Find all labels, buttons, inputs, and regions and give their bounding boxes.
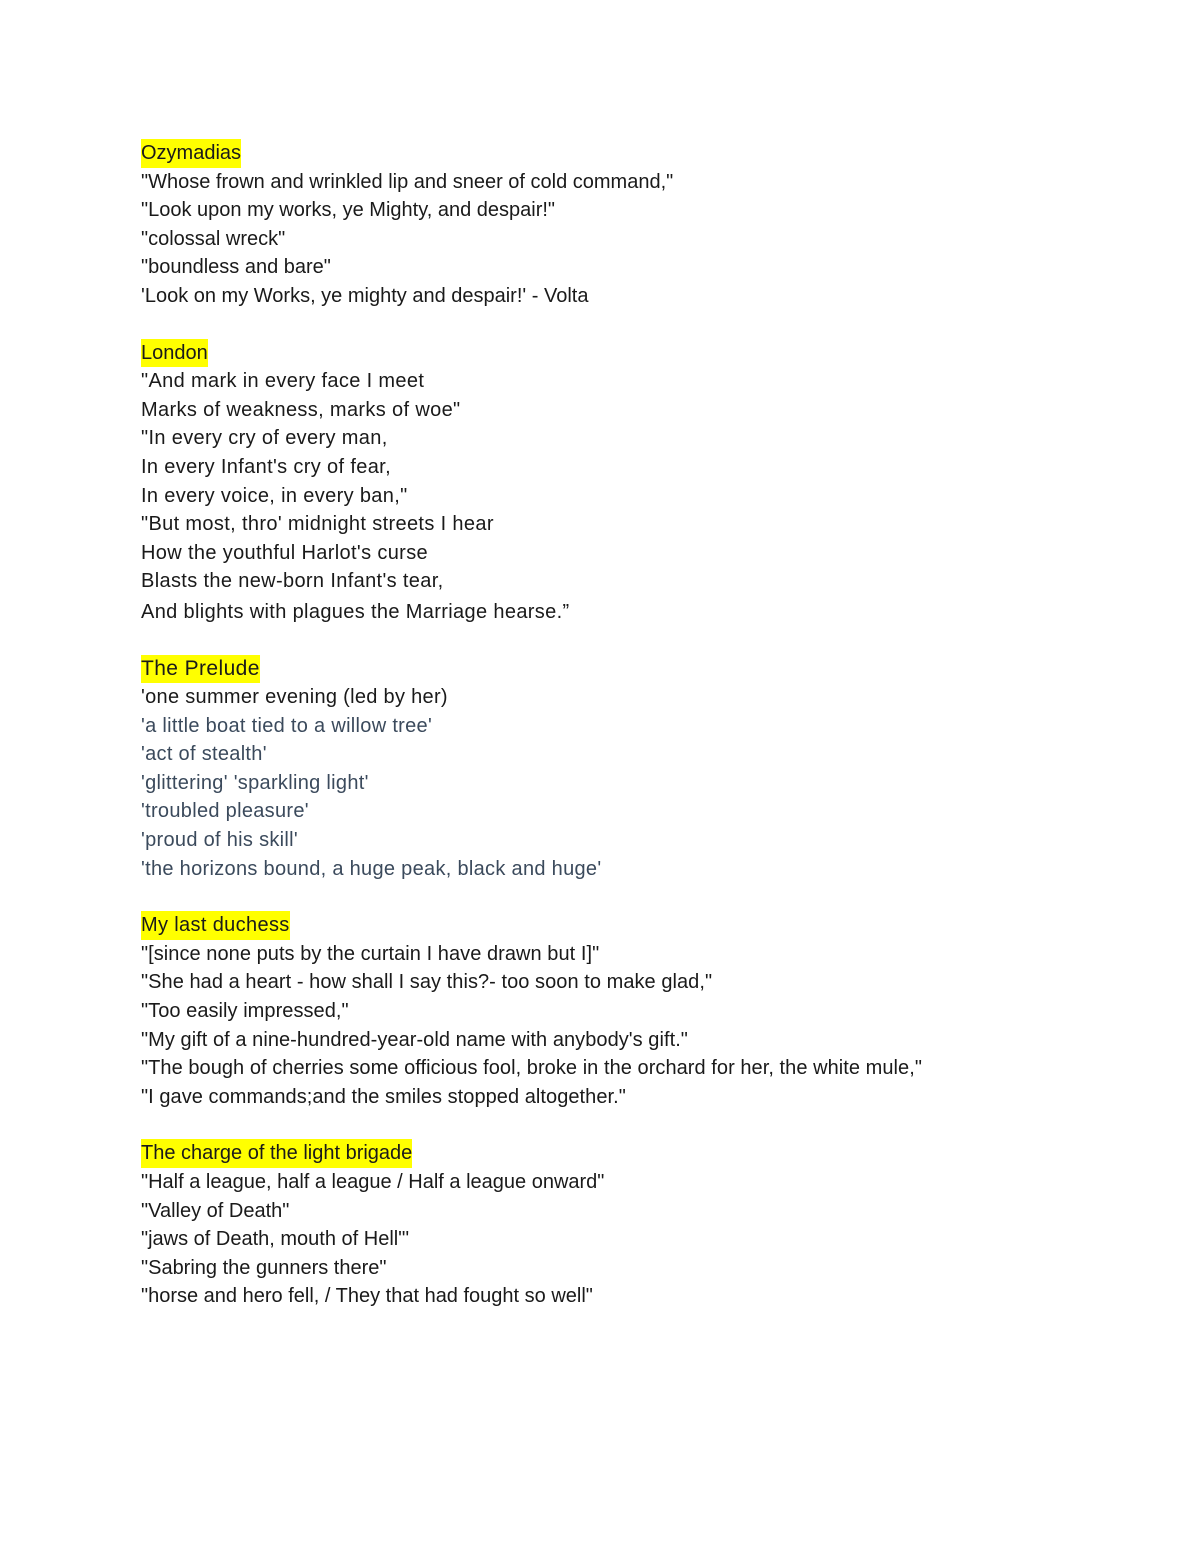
quote-line: 'proud of his skill' <box>141 829 299 852</box>
quote-line: 'troubled pleasure' <box>141 800 309 823</box>
quote-line: "The bough of cherries some officious fool, broke in the orchard for her, the white mule," <box>141 1057 922 1080</box>
quote-line: "Sabring the gunners there" <box>141 1256 387 1279</box>
document-page <box>141 139 1141 1339</box>
quote-line: How the youthful Harlot's curse <box>141 541 429 564</box>
quote-line: "In every cry of every man, <box>141 427 388 450</box>
quote-line: Blasts the new-born Infant's tear, <box>141 570 444 593</box>
quote-line: "Too easily impressed," <box>141 1000 349 1023</box>
quote-line: "Half a league, half a league / Half a league onward" <box>141 1171 605 1193</box>
quote-line: "She had a heart - how shall I say this?- too soon to make glad," <box>141 971 713 994</box>
quote-line: "colossal wreck" <box>141 227 286 250</box>
quote-line: 'one summer evening (led by her) <box>141 686 448 709</box>
section-heading: My last duchess <box>141 911 290 940</box>
quote-line: "My gift of a nine-hundred-year-old name with anybody's gift." <box>141 1028 688 1051</box>
quote-line: "And mark in every face I meet <box>141 370 425 393</box>
section-ozymandias <box>141 139 1141 311</box>
quote-line: "boundless and bare" <box>141 256 331 279</box>
quote-line: 'a little boat tied to a willow tree' <box>141 714 433 737</box>
section-charge-of-the-light-brigade <box>141 1139 1141 1311</box>
quote-line: 'Look on my Works, ye mighty and despair!' - Volta <box>141 284 589 307</box>
quote-line: "jaws of Death, mouth of Hell"' <box>141 1228 410 1251</box>
quote-line: "[since none puts by the curtain I have drawn but I]" <box>141 942 600 965</box>
quote-line: In every Infant's cry of fear, <box>141 455 391 478</box>
section-the-prelude <box>141 655 1141 884</box>
quote-line: In every voice, in every ban," <box>141 484 408 507</box>
quote-line: 'act of stealth' <box>141 743 267 766</box>
quote-line: "I gave commands;and the smiles stopped altogether." <box>141 1085 626 1108</box>
section-london <box>141 339 1141 627</box>
quote-line: "Look upon my works, ye Mighty, and despair!" <box>141 199 556 222</box>
quote-line: "horse and hero fell, / They that had fought so well" <box>141 1285 593 1308</box>
section-heading: The charge of the light brigade <box>141 1139 412 1168</box>
section-heading: The Prelude <box>141 655 260 684</box>
quote-line: "Valley of Death" <box>141 1199 290 1222</box>
quote-line: "But most, thro' midnight streets I hear <box>141 513 494 536</box>
quote-line: 'the horizons bound, a huge peak, black and huge' <box>141 857 602 880</box>
quote-line: And blights with plagues the Marriage hearse.” <box>141 600 570 623</box>
quote-line: "Whose frown and wrinkled lip and sneer of cold command," <box>141 170 674 193</box>
section-heading: London <box>141 339 208 368</box>
section-my-last-duchess <box>141 911 1141 1111</box>
quote-line: 'glittering' 'sparkling light' <box>141 771 369 794</box>
section-heading: Ozymadias <box>141 139 241 168</box>
quote-line: Marks of weakness, marks of woe" <box>141 398 461 421</box>
